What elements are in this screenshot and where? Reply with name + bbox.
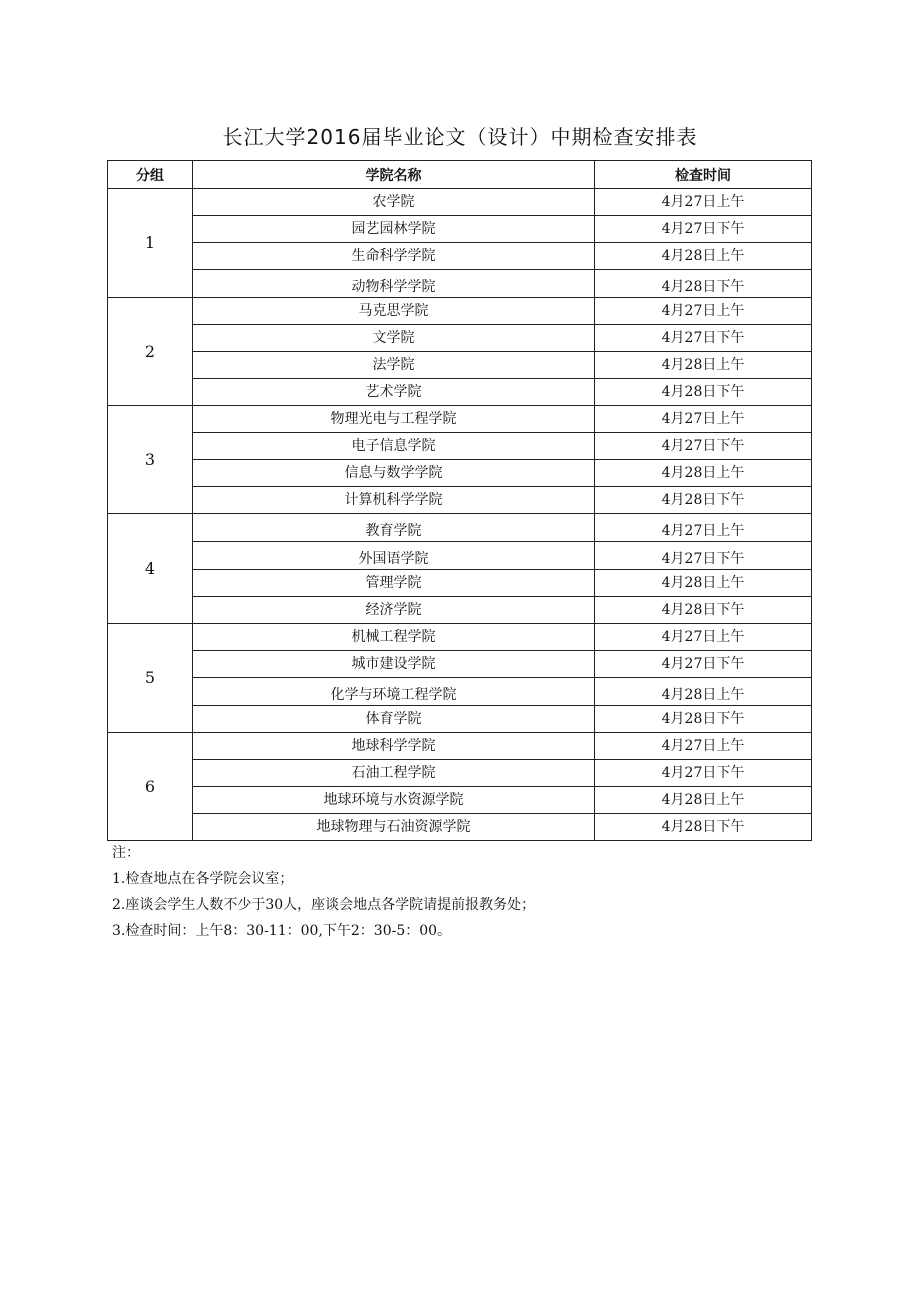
college-name: 文学院 [193, 325, 595, 352]
notes-heading: 注： [112, 845, 140, 861]
table-row [108, 379, 812, 406]
table-row [108, 270, 812, 298]
header-group: 分组 [108, 161, 193, 189]
table-row [108, 406, 812, 433]
group-number: 3 [108, 406, 193, 514]
check-time: 4月28日上午 [595, 570, 812, 597]
table-row [108, 514, 812, 542]
check-time: 4月27日上午 [595, 406, 812, 433]
table-row [108, 733, 812, 760]
table-row [108, 433, 812, 460]
table-row [108, 651, 812, 678]
table-row [108, 243, 812, 270]
college-name: 教育学院 [193, 514, 595, 542]
table-row [108, 352, 812, 379]
header-time: 检查时间 [595, 161, 812, 189]
note-item: 3.检查时间：上午8：30-11：00,下午2：30-5：00。 [112, 923, 452, 939]
table-row [108, 814, 812, 841]
table-row [108, 624, 812, 651]
table-header-row [108, 161, 812, 189]
table-row [108, 542, 812, 570]
schedule-table [107, 160, 812, 841]
check-time: 4月27日上午 [595, 733, 812, 760]
college-name: 外国语学院 [193, 542, 595, 570]
college-name: 信息与数学学院 [193, 460, 595, 487]
table-row [108, 325, 812, 352]
group-number: 2 [108, 298, 193, 406]
check-time: 4月28日下午 [595, 706, 812, 733]
check-time: 4月28日下午 [595, 597, 812, 624]
table-row [108, 298, 812, 325]
group-number: 4 [108, 514, 193, 624]
table-row [108, 570, 812, 597]
group-number: 5 [108, 624, 193, 733]
header-college: 学院名称 [193, 161, 595, 189]
table-row [108, 787, 812, 814]
check-time: 4月27日下午 [595, 651, 812, 678]
table-row [108, 706, 812, 733]
table-row [108, 678, 812, 706]
table-body [108, 189, 812, 841]
check-time: 4月28日下午 [595, 814, 812, 841]
college-name: 马克思学院 [193, 298, 595, 325]
check-time: 4月27日下午 [595, 542, 812, 570]
college-name: 动物科学学院 [193, 270, 595, 298]
document-title: 长江大学2016届毕业论文（设计）中期检查安排表 [222, 125, 698, 149]
check-time: 4月28日下午 [595, 270, 812, 298]
table-row [108, 460, 812, 487]
check-time: 4月28日上午 [595, 460, 812, 487]
college-name: 化学与环境工程学院 [193, 678, 595, 706]
college-name: 地球科学学院 [193, 733, 595, 760]
college-name: 地球环境与水资源学院 [193, 787, 595, 814]
table-row [108, 760, 812, 787]
check-time: 4月27日上午 [595, 189, 812, 216]
check-time: 4月27日上午 [595, 298, 812, 325]
college-name: 体育学院 [193, 706, 595, 733]
table-row [108, 597, 812, 624]
college-name: 艺术学院 [193, 379, 595, 406]
note-item: 1.检查地点在各学院会议室； [112, 871, 294, 887]
college-name: 生命科学学院 [193, 243, 595, 270]
college-name: 法学院 [193, 352, 595, 379]
check-time: 4月27日下午 [595, 433, 812, 460]
check-time: 4月28日上午 [595, 787, 812, 814]
table-row [108, 487, 812, 514]
college-name: 计算机科学学院 [193, 487, 595, 514]
college-name: 农学院 [193, 189, 595, 216]
check-time: 4月28日下午 [595, 379, 812, 406]
college-name: 机械工程学院 [193, 624, 595, 651]
table-row [108, 216, 812, 243]
college-name: 石油工程学院 [193, 760, 595, 787]
notes-section [112, 840, 812, 944]
check-time: 4月28日上午 [595, 352, 812, 379]
check-time: 4月27日上午 [595, 624, 812, 651]
group-number: 1 [108, 189, 193, 298]
college-name: 经济学院 [193, 597, 595, 624]
college-name: 管理学院 [193, 570, 595, 597]
check-time: 4月28日上午 [595, 678, 812, 706]
college-name: 物理光电与工程学院 [193, 406, 595, 433]
college-name: 地球物理与石油资源学院 [193, 814, 595, 841]
check-time: 4月28日上午 [595, 243, 812, 270]
note-item: 2.座谈会学生人数不少于30人，座谈会地点各学院请提前报教务处； [112, 897, 536, 913]
check-time: 4月27日上午 [595, 514, 812, 542]
college-name: 园艺园林学院 [193, 216, 595, 243]
check-time: 4月27日下午 [595, 760, 812, 787]
college-name: 电子信息学院 [193, 433, 595, 460]
college-name: 城市建设学院 [193, 651, 595, 678]
check-time: 4月27日下午 [595, 216, 812, 243]
check-time: 4月28日下午 [595, 487, 812, 514]
check-time: 4月27日下午 [595, 325, 812, 352]
table-row [108, 189, 812, 216]
group-number: 6 [108, 733, 193, 841]
